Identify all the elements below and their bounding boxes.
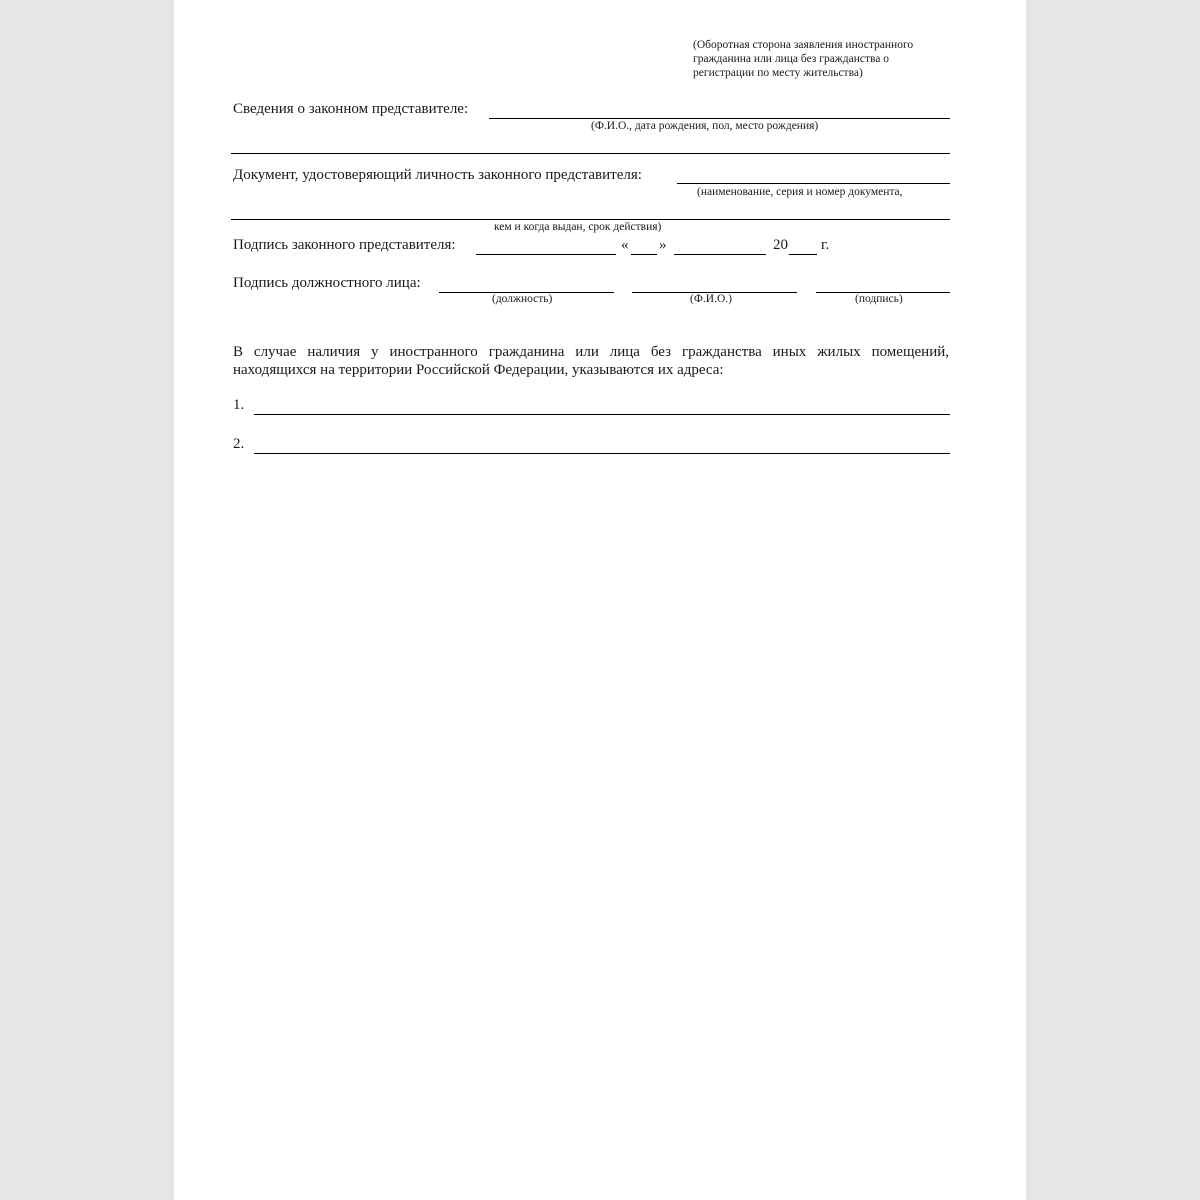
rep-document-hint-1: (наименование, серия и номер документа, (697, 186, 903, 198)
rep-document-field-continued[interactable] (231, 219, 950, 220)
rep-signature-label: Подпись законного представителя: (233, 237, 456, 253)
quote-open: « (621, 237, 629, 253)
address-item-2-field[interactable] (254, 453, 950, 454)
year-field[interactable] (789, 254, 817, 255)
year-prefix: 20 (773, 237, 788, 253)
official-name-hint: (Ф.И.О.) (690, 293, 732, 305)
other-premises-paragraph-line-1: В случае наличия у иностранного гражданина или лица без гражданства иных жилых помещений, (233, 344, 949, 360)
rep-info-field[interactable] (489, 118, 950, 119)
header-note-line-1: (Оборотная сторона заявления иностранного (693, 39, 914, 51)
rep-document-field[interactable] (677, 183, 950, 184)
rep-info-field-continued[interactable] (231, 153, 950, 154)
year-suffix: г. (821, 237, 830, 253)
rep-document-label: Документ, удостоверяющий личность законного представителя: (233, 167, 642, 183)
official-position-hint: (должность) (492, 293, 553, 305)
address-item-2-number: 2. (233, 436, 245, 452)
rep-document-hint-2: кем и когда выдан, срок действия) (494, 221, 662, 233)
other-premises-paragraph-line-2: находящихся на территории Российской Федерации, указываются их адреса: (233, 362, 724, 378)
official-signature-label: Подпись должностного лица: (233, 275, 421, 291)
rep-info-hint: (Ф.И.О., дата рождения, пол, место рождения) (591, 120, 819, 132)
quote-close: » (659, 237, 667, 253)
address-item-1-number: 1. (233, 397, 245, 413)
rep-signature-field[interactable] (476, 254, 616, 255)
document-page (174, 0, 1026, 1200)
day-field[interactable] (631, 254, 657, 255)
address-item-1-field[interactable] (254, 414, 950, 415)
official-sign-hint: (подпись) (855, 293, 903, 305)
rep-info-label: Сведения о законном представителе: (233, 101, 469, 117)
header-note-line-3: регистрации по месту жительства) (693, 67, 863, 79)
header-note-line-2: гражданина или лица без гражданства о (693, 53, 889, 65)
month-field[interactable] (674, 254, 766, 255)
